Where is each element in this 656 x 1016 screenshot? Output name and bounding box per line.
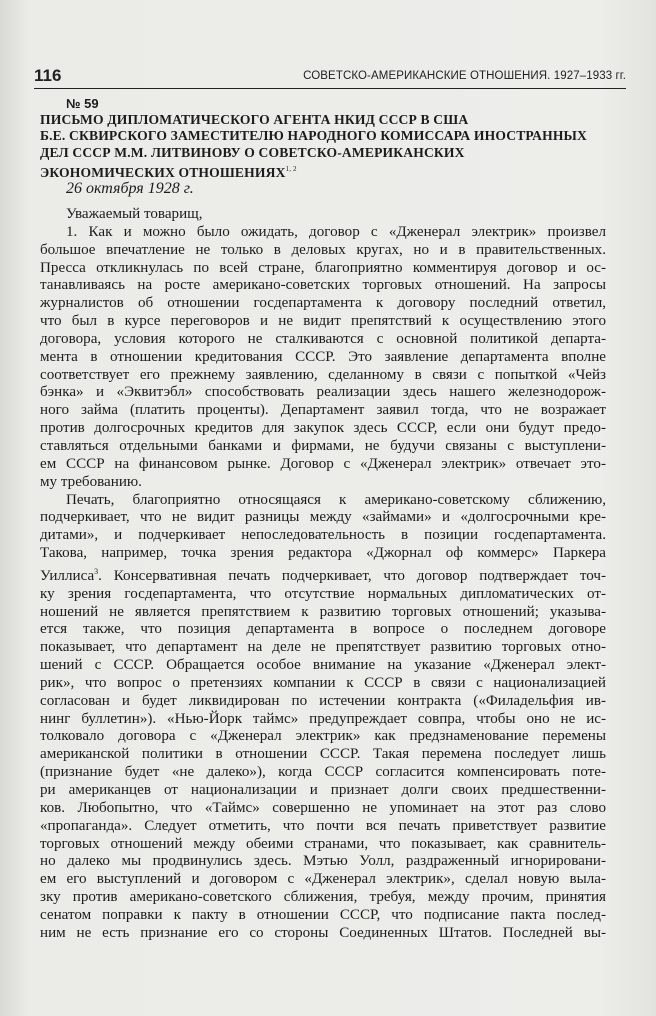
- document-date: 26 октября 1928 г.: [66, 180, 194, 197]
- text-line: Пресса откликнулась по всей стране, благоприятно комментируя договор и ос-: [40, 259, 606, 276]
- paragraph-2: [40, 492, 606, 943]
- text-line: что был в курсе переговоров и не видит препятствий к осуществлению этого: [40, 313, 606, 330]
- text-line: дитами», и подчеркивает непоследовательность в позиции госдепартамента.: [40, 527, 606, 544]
- text-line: бэнка» и «Эквитэбл» способствовать реализации здесь нашего железнодорож-: [40, 384, 606, 401]
- text-line: Уважаемый товарищ,: [66, 206, 203, 222]
- text-line: американской политики в отношении СССР. Такая перемена последует лишь: [40, 746, 606, 763]
- text-line: но далеко мы продвинулись здесь. Мэтью Уолл, раздраженный игнорировани-: [40, 853, 606, 870]
- text-line: ем его выступлений и договором с «Дженерал электрик», сделал новую выла-: [40, 871, 606, 888]
- text-line: ного займа (платить проценты). Департамент заявил тогда, что не возражает: [40, 402, 606, 419]
- text-line: ем СССР на финансовом рынке. Договор с «Дженерал электрик» отвечает это-: [40, 455, 606, 472]
- text-line: 1. Как и можно было ожидать, договор с «Дженерал электрик» произвел: [66, 223, 606, 240]
- text-fragment: . Консервативная печать подчеркивает, что договор подтверждает точ-: [98, 567, 606, 584]
- footnote-mark: 3: [94, 566, 99, 576]
- text-line: рик», что вопрос о претензиях компании к СССР в связи с национализацией: [40, 674, 606, 691]
- title-line-text: ЭКОНОМИЧЕСКИХ ОТНОШЕНИЯХ: [40, 164, 286, 180]
- text-line: ри американцев от национализации и признает долги своих предшественни-: [40, 782, 606, 798]
- text-line: (признание будет «не далеко»), когда СССР согласится компенсировать поте-: [40, 764, 606, 781]
- text-line: ется также, что позиция департамента в вопросе о последнем договоре: [40, 621, 606, 638]
- running-header: [34, 66, 626, 89]
- text-line: [40, 563, 606, 586]
- text-line: большое впечатление не только в деловых кругах, но и в правительственных.: [40, 241, 606, 258]
- document-number: № 59: [66, 96, 99, 111]
- title-line: Б.Е. СКВИРСКОГО ЗАМЕСТИТЕЛЮ НАРОДНОГО КОМИССАРА ИНОСТРАННЫХ: [40, 128, 588, 144]
- page-number: 116: [34, 66, 62, 85]
- text-line: мента в отношении кредитования СССР. Это заявление департамента вполне: [40, 348, 606, 365]
- title-line: ПИСЬМО ДИПЛОМАТИЧЕСКОГО АГЕНТА НКИД СССР В США: [40, 112, 469, 127]
- text-line: «пропаганда». Следует отметить, что почти вся печать приветствует развитие: [40, 817, 606, 834]
- text-line: соответствует его прежнему заявлению, сделанному в связи с попыткой «Чейз: [40, 366, 606, 383]
- text-line: нинг буллетин»). «Нью-Йорк таймс» предупреждает совпра, чтобы оно не ис-: [40, 710, 606, 727]
- text-line: сенатом поправки к пакту в отношении СССР, что подписание пакта послед-: [40, 906, 606, 923]
- text-line: ставляться отдельными банками и фирмами, не будучи связаны с выступлени-: [40, 437, 606, 454]
- text-line: Такова, например, точка зрения редактора «Джорнал оф коммерс» Паркера: [40, 545, 606, 562]
- title-footnote-mark: 1, 2: [285, 164, 297, 173]
- text-line: ношений не является препятствием к развитию торговых отношений; указыва-: [40, 603, 606, 620]
- footnote-word: Уиллиса: [40, 567, 95, 584]
- text-line: показывает, что департамент на деле не препятствует развитию торговых отно-: [40, 639, 606, 656]
- text-line: ним не есть признание его со стороны Соединенных Штатов. Последней вы-: [40, 924, 606, 941]
- running-title: СОВЕТСКО-АМЕРИКАНСКИЕ ОТНОШЕНИЯ. 1927–1933 гг.: [303, 70, 626, 82]
- text-line: договора, условия которого не сталкиваются с основной политикой департа-: [40, 330, 606, 347]
- text-line: торговых отношений между обеими странами, что показывает, как сравнитель-: [40, 835, 606, 852]
- text-line: зку против американо-советского сближения, требуя, между прочим, принятия: [40, 889, 606, 906]
- salutation: [40, 206, 606, 224]
- text-line: согласован и будет ликвидирован по истечении контракта («Филадельфия ив-: [40, 692, 606, 709]
- letter-body: [40, 206, 606, 943]
- title-line: [40, 161, 630, 181]
- text-line: танавливаясь на росте американо-советских торговых отношений. На запросы: [40, 277, 606, 294]
- text-line: ков. Любопытно, что «Таймс» совершенно не упоминает на этот раз слово: [40, 799, 606, 816]
- text-line: против долгосрочных кредитов для закупок здесь СССР, если они будут предо-: [40, 420, 606, 437]
- text-line: ку зрения госдепартамента, что отсутствие нормальных дипломатических от-: [40, 585, 606, 602]
- text-line: подчеркивает, что не видит разницы между «займами» и «долгосрочными кре-: [40, 509, 606, 526]
- text-line: толковало договора с «Дженерал электрик» как предзнаменование перемены: [40, 728, 606, 745]
- text-line: Печать, благоприятно относящаяся к американо-советскому сближению,: [66, 491, 606, 508]
- paragraph-1: [40, 224, 606, 492]
- text-line: журналистов об отношении госдепартамента к договору последний ответил,: [40, 295, 606, 312]
- text-line: му требованию.: [40, 473, 142, 490]
- text-line: шений с СССР. Обращается особое внимание на указание «Дженерал элект-: [40, 657, 606, 674]
- title-line: ДЕЛ СССР М.М. ЛИТВИНОВУ О СОВЕТСКО-АМЕРИКАНСКИХ: [40, 144, 465, 160]
- document-title: [40, 112, 630, 181]
